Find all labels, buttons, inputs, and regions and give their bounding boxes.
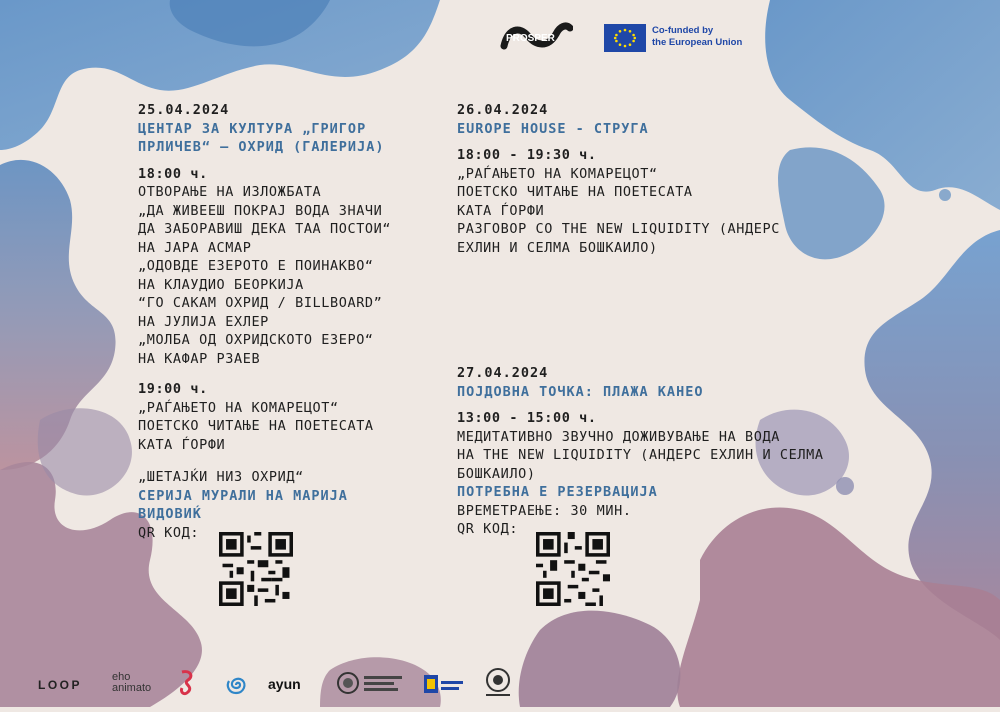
event-time: 18:00 - 19:30 ч.: [457, 147, 597, 163]
eu-flag-icon: [604, 24, 646, 52]
reservation-note: ПОТРЕБНА Е РЕЗЕРВАЦИЈА: [457, 484, 658, 500]
ayun-logo: ayun: [268, 676, 301, 692]
program-line: КАТА ЃОРФИ: [138, 436, 226, 453]
program-line: КАТА ЃОРФИ: [457, 202, 545, 219]
program-line: ПОЕТСКО ЧИТАЊЕ НА ПОЕТЕСАТА: [138, 418, 374, 434]
program-line: „РАЃАЊЕТО НА КОМАРЕЦОТ“: [138, 399, 339, 416]
venue-line: ПРЛИЧЕВ“ – ОХРИД (ГАЛЕРИЈА): [138, 139, 385, 155]
right-column: [457, 101, 877, 257]
left-column: [138, 101, 438, 542]
prosper-logo: [498, 18, 573, 56]
program-line: ПОЕТСКО ЧИТАЊЕ НА ПОЕТЕСАТА: [457, 184, 693, 200]
walk-title: „ШЕТАЈЌИ НИЗ ОХРИД“: [138, 469, 304, 485]
program-line: НА КЛАУДИО БЕОРКИЈА: [138, 276, 304, 293]
ministry-emblem-icon: [336, 670, 360, 696]
program-line: „РАЃАЊЕТО НА КОМАРЕЦОТ“: [457, 165, 658, 182]
eu-cofunded-text: Co-funded by the European Union: [652, 25, 743, 48]
program-line: ДА ЗАБОРАВИШ ДЕКА ТАА ПОСТОИ“: [138, 221, 392, 237]
program-line: БОШКАИЛО): [457, 465, 536, 482]
program-line: РАЗГОВОР СО THE NEW LIQUIDITY (АНДЕРС: [457, 221, 780, 237]
wreath-emblem-icon: [480, 666, 516, 700]
blue-spiral-logo-icon: [222, 672, 250, 698]
program-line: ЕХЛИН И СЕЛМА БОШКАИЛО): [457, 239, 658, 256]
eho-animato-logo: eho animato: [112, 671, 152, 694]
qr-label: QR КОД:: [138, 524, 200, 541]
qr-label: QR КОД:: [457, 521, 519, 537]
murals-line: СЕРИЈА МУРАЛИ НА МАРИЈА: [138, 487, 348, 504]
loop-logo: LOOP: [38, 678, 83, 692]
right-column-second-event: [457, 364, 877, 539]
europe-house-logo-icon: [424, 673, 464, 697]
red-swirl-logo-icon: [176, 668, 200, 698]
event-time: 19:00 ч.: [138, 381, 208, 397]
program-line: ОТВОРАЊЕ НА ИЗЛОЖБАТА: [138, 184, 322, 200]
murals-line: ВИДОВИЌ: [138, 506, 202, 522]
program-line: НА THE NEW LIQUIDITY (АНДЕРС ЕХЛИН И СЕЛМА: [457, 447, 824, 463]
svg-text:PROSPER: PROSPER: [506, 33, 555, 44]
event-time: 13:00 - 15:00 ч.: [457, 410, 597, 426]
eu-cofunded-logo: [604, 24, 744, 54]
qr-code-icon[interactable]: [219, 532, 293, 606]
program-line: „ОДОВДЕ ЕЗЕРОТО Е ПОИНАКВО“: [138, 258, 374, 274]
prosper-wave-icon: [498, 18, 573, 56]
venue-line: ПОЈДОВНА ТОЧКА: ПЛАЖА КАНЕО: [457, 383, 704, 400]
program-line: “ГО САКАМ ОХРИД / BILLBOARD”: [138, 295, 383, 311]
program-line: НА ЈУЛИЈА ЕХЛЕР: [138, 313, 269, 330]
event-time: 18:00 ч.: [138, 165, 208, 182]
event-date: 26.04.2024: [457, 102, 549, 118]
program-line: „ДА ЖИВЕЕШ ПОКРАЈ ВОДА ЗНАЧИ: [138, 202, 383, 219]
duration-line: ВРЕМЕТРАЕЊЕ: 30 МИН.: [457, 502, 632, 519]
program-line: „МОЛБА ОД ОХРИДСКОТО ЕЗЕРО“: [138, 332, 374, 348]
qr-code-icon[interactable]: [536, 532, 610, 606]
program-line: НА КАФАР РЗАЕВ: [138, 350, 261, 367]
program-line: МЕДИТАТИВНО ЗВУЧНО ДОЖИВУВАЊЕ НА ВОДА: [457, 428, 780, 445]
venue-line: ЦЕНТАР ЗА КУЛТУРА „ГРИГОР: [138, 120, 367, 137]
program-line: НА ЈАРА АСМАР: [138, 239, 252, 256]
ministry-text-logo: [364, 673, 404, 695]
event-date: 27.04.2024: [457, 365, 549, 381]
venue-line: EUROPE HOUSE - СТРУГА: [457, 120, 649, 137]
event-date: 25.04.2024: [138, 102, 230, 118]
